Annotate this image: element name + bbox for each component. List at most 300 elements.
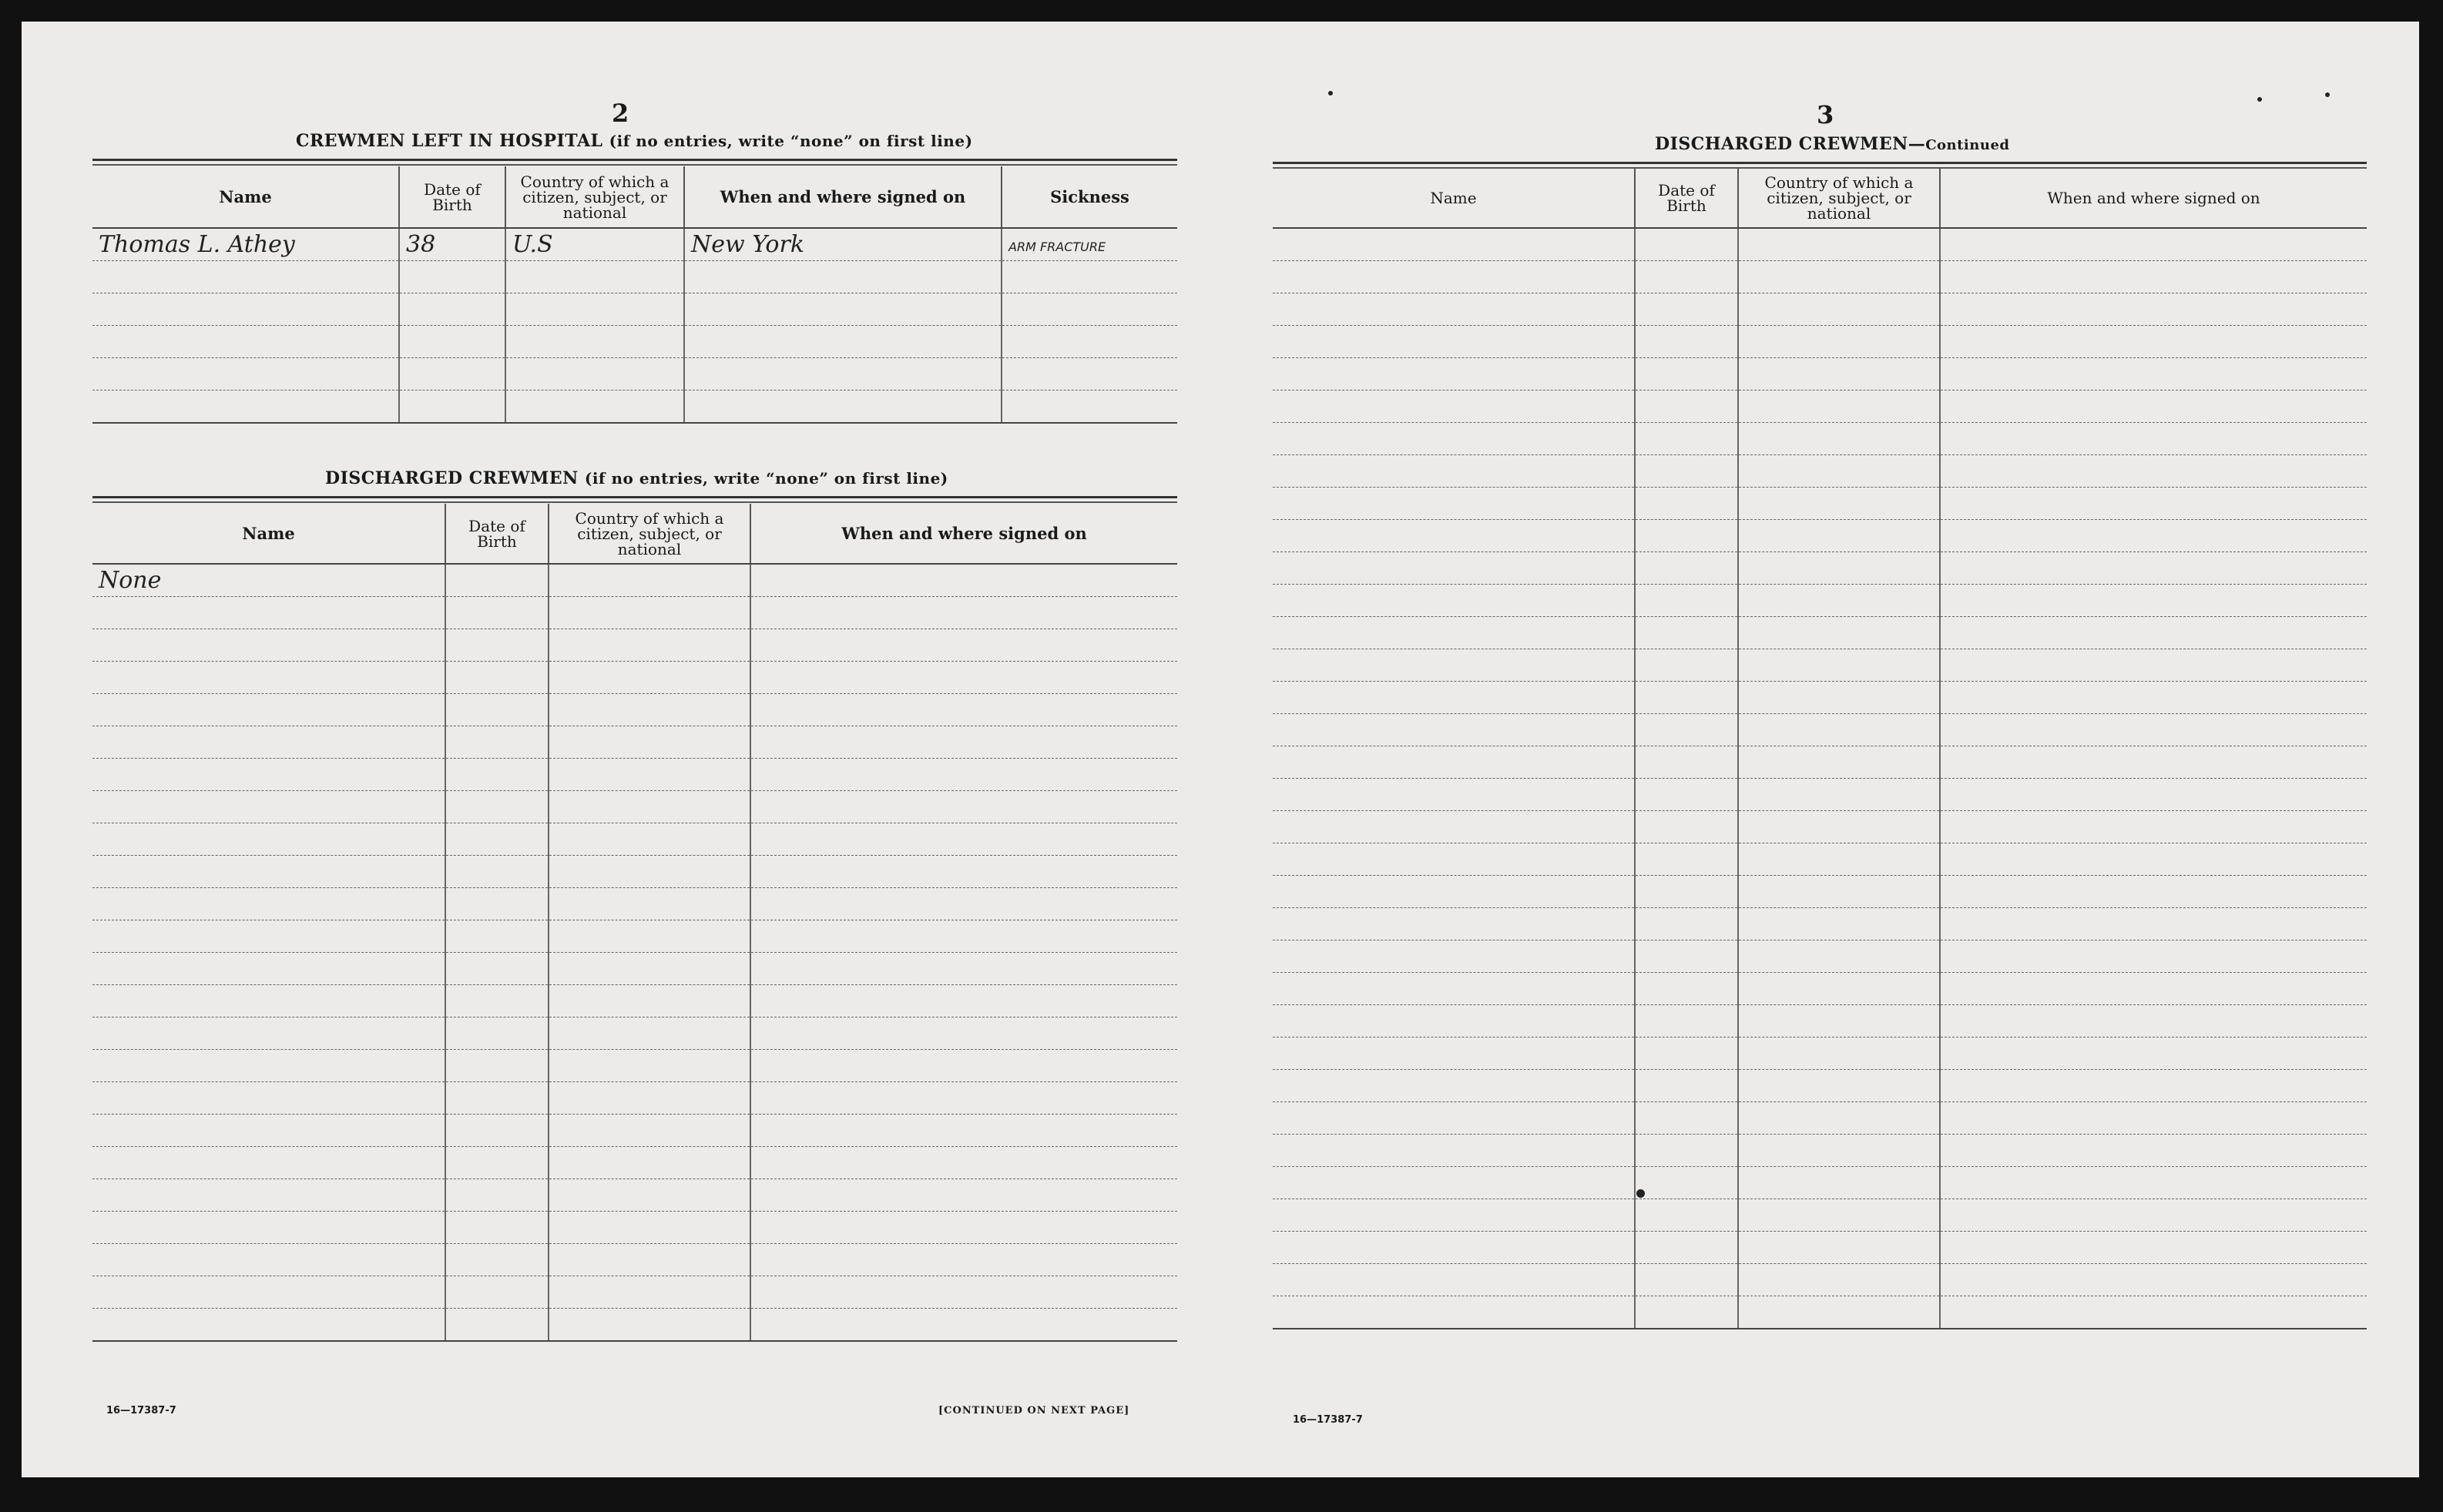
discharged-row-cell <box>92 985 445 1017</box>
continued-row-cell <box>1738 714 1940 746</box>
discharged-row-cell <box>750 823 1177 856</box>
continued-row-cell <box>1273 228 1635 261</box>
continued-row-cell <box>1940 585 2367 617</box>
continued-row-cell <box>1738 585 1940 617</box>
hospital-table <box>92 166 1177 424</box>
continued-row-cell <box>1738 1296 1940 1329</box>
continued-row-cell <box>1273 1038 1635 1070</box>
continued-col-country: Country of which a citizen, subject, or national <box>1738 168 1940 228</box>
continued-row-cell <box>1940 293 2367 326</box>
hospital-col-signed-on: When and where signed on <box>684 166 1002 228</box>
continued-row-cell <box>1273 1199 1635 1232</box>
continued-row <box>1273 1232 2367 1264</box>
discharged-row-cell <box>549 694 750 726</box>
continued-row-cell <box>1738 1102 1940 1135</box>
discharged-row-cell <box>549 856 750 888</box>
continued-row <box>1273 940 2367 973</box>
continued-row <box>1273 488 2367 520</box>
hospital-row-cell <box>92 391 399 424</box>
continued-row-cell <box>1635 488 1738 520</box>
punch-mark <box>1636 1189 1645 1198</box>
hospital-row-cell <box>505 391 684 424</box>
continued-row-cell <box>1635 585 1738 617</box>
discharged-row-cell <box>445 629 549 662</box>
discharged-top-rule <box>92 496 1177 503</box>
continued-row-cell <box>1940 391 2367 423</box>
continued-row <box>1273 552 2367 585</box>
continued-row-cell <box>1635 423 1738 455</box>
discharged-row-cell <box>92 888 445 920</box>
discharged-row-cell <box>750 1115 1177 1147</box>
discharged-row-cell <box>92 823 445 856</box>
hospital-col-name: Name <box>92 166 399 228</box>
continued-row <box>1273 1038 2367 1070</box>
continued-row-cell <box>1635 649 1738 682</box>
continued-row-cell <box>1635 779 1738 811</box>
continued-row-cell <box>1940 1038 2367 1070</box>
continued-row <box>1273 649 2367 682</box>
discharged-row-cell <box>549 791 750 823</box>
discharged-row-cell <box>445 1244 549 1276</box>
discharged-row-cell <box>445 759 549 791</box>
continued-row <box>1273 811 2367 843</box>
handwritten-entry: None <box>99 567 162 594</box>
discharged-row-cell <box>445 1212 549 1244</box>
discharged-row-cell <box>445 1147 549 1179</box>
continued-row <box>1273 617 2367 649</box>
continued-row-cell <box>1940 843 2367 876</box>
discharged-row-cell <box>750 888 1177 920</box>
hospital-subtitle: (if no entries, write “none” on first line) <box>609 132 973 150</box>
discharged-row <box>92 1276 1177 1309</box>
discharged-row-cell <box>549 662 750 694</box>
left-page-number: 2 <box>612 99 629 128</box>
continued-row <box>1273 973 2367 1005</box>
discharged-row-cell <box>750 1050 1177 1082</box>
discharged-row-cell <box>549 597 750 629</box>
right-form-code: 16—17387-7 <box>1293 1414 1363 1426</box>
continued-row-cell <box>1738 423 1940 455</box>
continued-row-cell <box>1738 1135 1940 1167</box>
discharged-row-cell <box>549 1212 750 1244</box>
discharged-row <box>92 759 1177 791</box>
discharged-row-cell <box>445 1179 549 1212</box>
discharged-row-cell <box>92 694 445 726</box>
discharged-row-cell <box>445 1276 549 1309</box>
continued-row-cell <box>1635 293 1738 326</box>
hospital-row-cell <box>1002 391 1177 424</box>
continued-row-cell <box>1635 455 1738 488</box>
discharged-row-cell <box>92 1244 445 1276</box>
continued-row-cell <box>1940 228 2367 261</box>
hospital-col-sickness: Sickness <box>1002 166 1177 228</box>
hospital-row-cell <box>399 228 505 261</box>
continued-row-cell <box>1940 779 2367 811</box>
continued-row-cell <box>1940 520 2367 552</box>
hospital-row-cell <box>92 293 399 326</box>
continued-row-cell <box>1273 1296 1635 1329</box>
speck-mark <box>2257 97 2262 102</box>
continued-row-cell <box>1940 1167 2367 1199</box>
discharged-row-cell <box>92 759 445 791</box>
discharged-row-cell <box>549 629 750 662</box>
left-form-code: 16—17387-7 <box>106 1405 176 1416</box>
discharged-row-cell <box>549 1309 750 1342</box>
continued-row-cell <box>1738 746 1940 779</box>
speck-mark <box>1328 91 1333 96</box>
continued-row-cell <box>1738 391 1940 423</box>
discharged-row-cell <box>445 1017 549 1050</box>
continued-row-cell <box>1940 1199 2367 1232</box>
hospital-row-cell <box>399 358 505 391</box>
hospital-top-rule <box>92 159 1177 166</box>
continued-row-cell <box>1940 1296 2367 1329</box>
discharged-row <box>92 694 1177 726</box>
continued-row-cell <box>1635 1005 1738 1038</box>
discharged-row <box>92 856 1177 888</box>
continued-row <box>1273 1199 2367 1232</box>
discharged-row-cell <box>549 564 750 597</box>
continued-row-cell <box>1273 617 1635 649</box>
continued-row-cell <box>1635 714 1738 746</box>
continued-row-cell <box>1738 358 1940 391</box>
discharged-row-cell <box>549 1017 750 1050</box>
hospital-row-cell <box>92 228 399 261</box>
continued-row-cell <box>1273 1167 1635 1199</box>
discharged-row-cell <box>92 1147 445 1179</box>
continued-row <box>1273 228 2367 261</box>
discharged-row-cell <box>445 1050 549 1082</box>
continued-row-cell <box>1738 1038 1940 1070</box>
hospital-row <box>92 326 1177 358</box>
discharged-row <box>92 1309 1177 1342</box>
hospital-row-cell <box>684 228 1002 261</box>
continued-row-cell <box>1635 1232 1738 1264</box>
discharged-row-cell <box>549 1244 750 1276</box>
continued-row <box>1273 293 2367 326</box>
continued-row-cell <box>1273 1264 1635 1296</box>
continued-row-cell <box>1738 649 1940 682</box>
discharged-row-cell <box>750 856 1177 888</box>
continued-row-cell <box>1940 682 2367 714</box>
continued-row <box>1273 326 2367 358</box>
continued-row-cell <box>1738 1264 1940 1296</box>
continued-row-cell <box>1738 811 1940 843</box>
discharged-row <box>92 1082 1177 1115</box>
continued-row-cell <box>1273 552 1635 585</box>
discharged-row-cell <box>445 953 549 985</box>
continued-row-cell <box>1273 876 1635 908</box>
discharged-row <box>92 662 1177 694</box>
continued-row-cell <box>1738 326 1940 358</box>
discharged-row-cell <box>750 920 1177 953</box>
continued-col-dob: Date of Birth <box>1635 168 1738 228</box>
discharged-row-cell <box>549 1082 750 1115</box>
hospital-row-cell <box>684 358 1002 391</box>
continued-row-cell <box>1940 714 2367 746</box>
continued-row-cell <box>1635 552 1738 585</box>
hospital-row <box>92 228 1177 261</box>
continued-row-cell <box>1273 520 1635 552</box>
continued-row-cell <box>1738 1199 1940 1232</box>
continued-row-cell <box>1635 1296 1738 1329</box>
hospital-row-cell <box>1002 228 1177 261</box>
hospital-section-title <box>296 131 973 151</box>
discharged-row-cell <box>92 1179 445 1212</box>
continued-row-cell <box>1940 552 2367 585</box>
continued-row-cell <box>1738 973 1940 1005</box>
discharged-row-cell <box>92 953 445 985</box>
continued-row-cell <box>1738 455 1940 488</box>
hospital-row-cell <box>505 261 684 293</box>
continued-row-cell <box>1273 1070 1635 1102</box>
continued-row-cell <box>1635 973 1738 1005</box>
continued-row-cell <box>1940 940 2367 973</box>
hospital-row-cell <box>399 261 505 293</box>
discharged-row-cell <box>549 1147 750 1179</box>
continued-row-cell <box>1635 326 1738 358</box>
continued-row-cell <box>1635 1070 1738 1102</box>
hospital-row-cell <box>92 261 399 293</box>
discharged-row <box>92 1050 1177 1082</box>
continued-row-cell <box>1940 261 2367 293</box>
continued-row-cell <box>1273 973 1635 1005</box>
discharged-row <box>92 629 1177 662</box>
continued-row <box>1273 1135 2367 1167</box>
continued-discharged-table <box>1273 168 2367 1329</box>
continued-row-cell <box>1738 940 1940 973</box>
hospital-row-cell <box>684 293 1002 326</box>
discharged-row-cell <box>445 597 549 629</box>
continued-row-cell <box>1940 358 2367 391</box>
hospital-row <box>92 293 1177 326</box>
discharged-row-cell <box>92 856 445 888</box>
discharged-row-cell <box>750 1147 1177 1179</box>
discharged-row-cell <box>549 726 750 759</box>
discharged-col-country: Country of which a citizen, subject, or national <box>549 504 750 564</box>
continued-row-cell <box>1273 326 1635 358</box>
continued-row-cell <box>1738 488 1940 520</box>
continued-row <box>1273 1005 2367 1038</box>
discharged-col-signed-on: When and where signed on <box>750 504 1177 564</box>
discharged-row <box>92 564 1177 597</box>
continued-section-title <box>1655 134 2010 154</box>
continued-row-cell <box>1635 1199 1738 1232</box>
continued-row-cell <box>1635 1167 1738 1199</box>
hospital-row <box>92 261 1177 293</box>
continued-row-cell <box>1635 391 1738 423</box>
continued-row-cell <box>1940 423 2367 455</box>
continued-row-cell <box>1738 1167 1940 1199</box>
discharged-row-cell <box>549 1179 750 1212</box>
discharged-row-cell <box>549 759 750 791</box>
continued-row-cell <box>1273 1005 1635 1038</box>
discharged-row-cell <box>750 1212 1177 1244</box>
continued-row-cell <box>1940 1135 2367 1167</box>
handwritten-entry: 38 <box>406 231 436 258</box>
continued-row <box>1273 1102 2367 1135</box>
continued-row <box>1273 358 2367 391</box>
hospital-row-cell <box>1002 358 1177 391</box>
continued-row-cell <box>1635 261 1738 293</box>
discharged-row <box>92 953 1177 985</box>
continued-row-cell <box>1273 455 1635 488</box>
discharged-row-cell <box>445 920 549 953</box>
handwritten-entry: ARM FRACTURE <box>1008 239 1106 254</box>
continued-row-cell <box>1940 455 2367 488</box>
continued-row-cell <box>1940 617 2367 649</box>
continued-row-cell <box>1635 617 1738 649</box>
hospital-row-cell <box>684 391 1002 424</box>
discharged-row-cell <box>92 920 445 953</box>
discharged-row-cell <box>92 1276 445 1309</box>
continued-row-cell <box>1273 843 1635 876</box>
hospital-row <box>92 391 1177 424</box>
continued-row <box>1273 261 2367 293</box>
discharged-row-cell <box>750 694 1177 726</box>
continued-row <box>1273 682 2367 714</box>
discharged-row-cell <box>750 953 1177 985</box>
continued-row-cell <box>1635 358 1738 391</box>
discharged-row-cell <box>92 597 445 629</box>
continued-row-cell <box>1738 682 1940 714</box>
discharged-row-cell <box>445 1082 549 1115</box>
continued-row-cell <box>1273 423 1635 455</box>
continued-row <box>1273 585 2367 617</box>
handwritten-entry: U.S <box>512 231 553 258</box>
continued-row-cell <box>1273 746 1635 779</box>
continued-row-cell <box>1273 649 1635 682</box>
continued-row-cell <box>1635 1102 1738 1135</box>
discharged-row <box>92 1115 1177 1147</box>
continued-title: DISCHARGED CREWMEN— <box>1655 134 1926 154</box>
continued-row <box>1273 876 2367 908</box>
continued-row-cell <box>1273 488 1635 520</box>
continued-row-cell <box>1635 1264 1738 1296</box>
continued-row-cell <box>1738 228 1940 261</box>
hospital-row-cell <box>684 326 1002 358</box>
continued-col-name: Name <box>1273 168 1635 228</box>
discharged-subtitle: (if no entries, write “none” on first line) <box>584 469 948 488</box>
continued-row <box>1273 779 2367 811</box>
discharged-col-dob: Date of Birth <box>445 504 549 564</box>
hospital-row-cell <box>505 228 684 261</box>
continued-row-cell <box>1635 908 1738 940</box>
continued-row <box>1273 1296 2367 1329</box>
discharged-row <box>92 597 1177 629</box>
continued-row <box>1273 714 2367 746</box>
discharged-row-cell <box>750 1309 1177 1342</box>
continued-row-cell <box>1738 293 1940 326</box>
continued-row <box>1273 1167 2367 1199</box>
discharged-row-cell <box>750 1244 1177 1276</box>
hospital-title: CREWMEN LEFT IN HOSPITAL <box>296 131 603 151</box>
discharged-row <box>92 823 1177 856</box>
discharged-row <box>92 1179 1177 1212</box>
continued-row-cell <box>1940 811 2367 843</box>
discharged-table <box>92 504 1177 1342</box>
continued-row <box>1273 423 2367 455</box>
hospital-row-cell <box>684 261 1002 293</box>
hospital-row-cell <box>92 358 399 391</box>
discharged-row-cell <box>92 791 445 823</box>
continued-row-cell <box>1738 908 1940 940</box>
continued-row-cell <box>1738 261 1940 293</box>
continued-row-cell <box>1738 843 1940 876</box>
hospital-col-dob: Date of Birth <box>399 166 505 228</box>
hospital-row-cell <box>505 326 684 358</box>
hospital-row-cell <box>92 326 399 358</box>
continued-row-cell <box>1738 617 1940 649</box>
discharged-row-cell <box>750 1179 1177 1212</box>
continued-row-cell <box>1940 488 2367 520</box>
discharged-row-cell <box>549 953 750 985</box>
continued-row-cell <box>1635 1135 1738 1167</box>
discharged-row <box>92 1147 1177 1179</box>
discharged-row-cell <box>92 1212 445 1244</box>
discharged-row-cell <box>92 1082 445 1115</box>
discharged-row-cell <box>445 662 549 694</box>
continued-row-cell <box>1940 1264 2367 1296</box>
discharged-section-title <box>325 468 948 488</box>
continued-row-cell <box>1635 520 1738 552</box>
continued-row-cell <box>1273 585 1635 617</box>
discharged-row-cell <box>445 888 549 920</box>
discharged-row-cell <box>549 1276 750 1309</box>
continued-row-cell <box>1273 358 1635 391</box>
continued-row-cell <box>1273 293 1635 326</box>
continued-row-cell <box>1635 940 1738 973</box>
discharged-row-cell <box>549 1115 750 1147</box>
continued-row-cell <box>1273 1232 1635 1264</box>
discharged-row-cell <box>445 1309 549 1342</box>
discharged-row-cell <box>92 629 445 662</box>
hospital-row-cell <box>1002 326 1177 358</box>
hospital-row-cell <box>505 293 684 326</box>
continued-row-cell <box>1940 973 2367 1005</box>
speck-mark <box>2325 92 2330 97</box>
discharged-row <box>92 1017 1177 1050</box>
continued-row <box>1273 1070 2367 1102</box>
discharged-row-cell <box>445 856 549 888</box>
continued-row-cell <box>1273 908 1635 940</box>
continued-row-cell <box>1940 876 2367 908</box>
continued-row-cell <box>1635 843 1738 876</box>
handwritten-entry: New York <box>691 231 804 258</box>
handwritten-entry: Thomas L. Athey <box>99 231 295 258</box>
discharged-row-cell <box>92 1115 445 1147</box>
continued-row-cell <box>1635 1038 1738 1070</box>
hospital-row-cell <box>399 326 505 358</box>
discharged-row-cell <box>445 1115 549 1147</box>
discharged-row-cell <box>750 791 1177 823</box>
discharged-row-cell <box>92 1309 445 1342</box>
discharged-title: DISCHARGED CREWMEN <box>325 468 579 488</box>
continued-row-cell <box>1738 876 1940 908</box>
discharged-row <box>92 920 1177 953</box>
continued-row <box>1273 391 2367 423</box>
discharged-row-cell <box>750 985 1177 1017</box>
continued-row-cell <box>1273 1135 1635 1167</box>
continued-row-cell <box>1940 1232 2367 1264</box>
discharged-row-cell <box>750 1017 1177 1050</box>
continued-row-cell <box>1940 1102 2367 1135</box>
continued-row-cell <box>1635 682 1738 714</box>
discharged-row-cell <box>549 985 750 1017</box>
discharged-row-cell <box>92 564 445 597</box>
continued-row-cell <box>1940 1070 2367 1102</box>
discharged-row-cell <box>445 726 549 759</box>
